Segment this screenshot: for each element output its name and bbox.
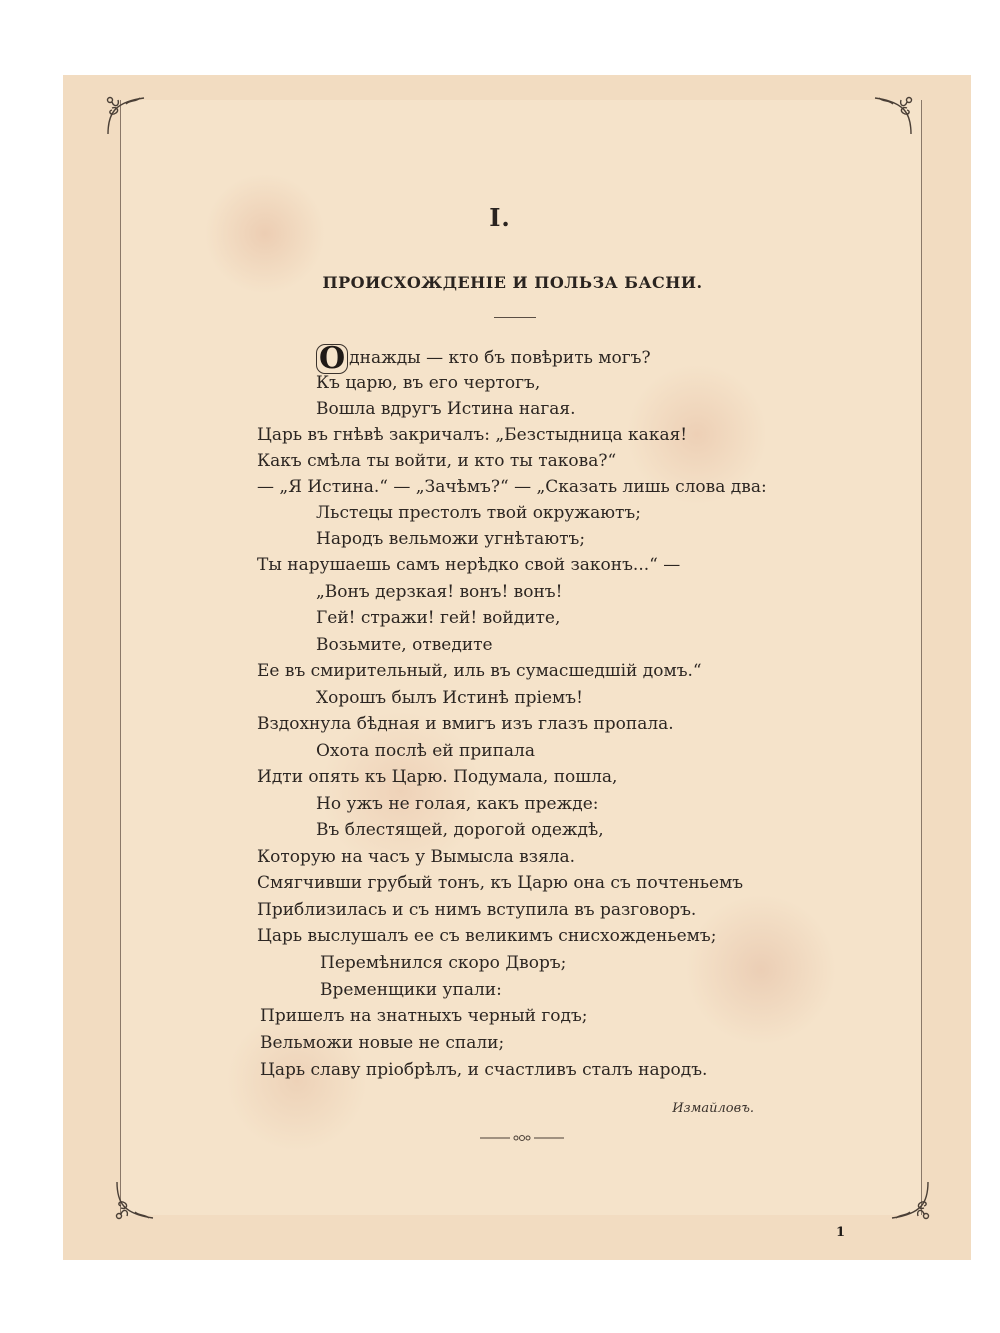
poem-line: Гей! стражи! гей! войдите,	[316, 608, 561, 628]
chapter-title: ПРОИСХОЖДЕНІЕ И ПОЛЬЗА БАСНИ.	[322, 273, 703, 292]
poem-line: Вошла вдругъ Истина нагая.	[316, 399, 576, 419]
poem-line	[316, 341, 651, 376]
poem-line: Въ блестящей, дорогой одеждѣ,	[316, 820, 604, 840]
poem-line: Но ужъ не голая, какъ прежде:	[316, 794, 599, 814]
poem-line: Льстецы престолъ твой окружаютъ;	[316, 503, 641, 523]
poem-line: Вельможи новые не спали;	[260, 1033, 505, 1053]
end-ornament-icon	[480, 1132, 564, 1144]
poem-line: — „Я Истина.“ — „Зачѣмъ?“ — „Сказать лишь слова два:	[257, 477, 767, 497]
poem-line: Смягчивши грубый тонъ, къ Царю она съ почтеньемъ	[257, 873, 744, 893]
poem-line: Временщики упали:	[320, 980, 502, 1000]
poem-line: Народъ вельможи угнѣтаютъ;	[316, 529, 586, 549]
poem-line: Ты нарушаешь самъ нерѣдко свой законъ...“ —	[257, 555, 681, 575]
page-number: 1	[836, 1225, 846, 1240]
poem-line: Къ царю, въ его чертогъ,	[316, 373, 541, 393]
chapter-numeral: I.	[489, 203, 511, 232]
poem-line: Охота послѣ ей припала	[316, 741, 535, 761]
poem-line: Возьмите, отведите	[316, 635, 493, 655]
poem-line-text: днажды — кто бъ повѣрить могъ?	[349, 348, 651, 368]
poem-line: Перемѣнился скоро Дворъ;	[320, 953, 567, 973]
author-signature: Измайловъ.	[672, 1101, 754, 1116]
poem-line: Царь въ гнѣвѣ закричалъ: „Безстыдница какая!	[257, 425, 688, 445]
poem-line: Идти опять къ Царю. Подумала, пошла,	[257, 767, 618, 787]
poem-line: Приблизилась и съ нимъ вступила въ разговоръ.	[257, 900, 697, 920]
poem-line: „Вонъ дерзкая! вонъ! вонъ!	[316, 582, 563, 602]
poem-line: Пришелъ на знатныхъ черный годъ;	[260, 1006, 588, 1026]
poem-line: Которую на часъ у Вымысла взяла.	[257, 847, 576, 867]
poem-line: Какъ смѣла ты войти, и кто ты такова?“	[257, 451, 617, 471]
poem-line: Вздохнула бѣдная и вмигъ изъ глазъ пропала.	[257, 714, 674, 734]
drop-cap: О	[316, 344, 348, 374]
poem-line: Хорошъ былъ Истинѣ пріемъ!	[316, 688, 583, 708]
poem-line: Ее въ смирительный, иль въ сумасшедшій домъ.“	[257, 661, 702, 681]
poem-line: Царь выслушалъ ее съ великимъ снисхожденьемъ;	[257, 926, 717, 946]
poem-line: Царь славу пріобрѣлъ, и счастливъ сталъ народъ.	[260, 1060, 708, 1080]
